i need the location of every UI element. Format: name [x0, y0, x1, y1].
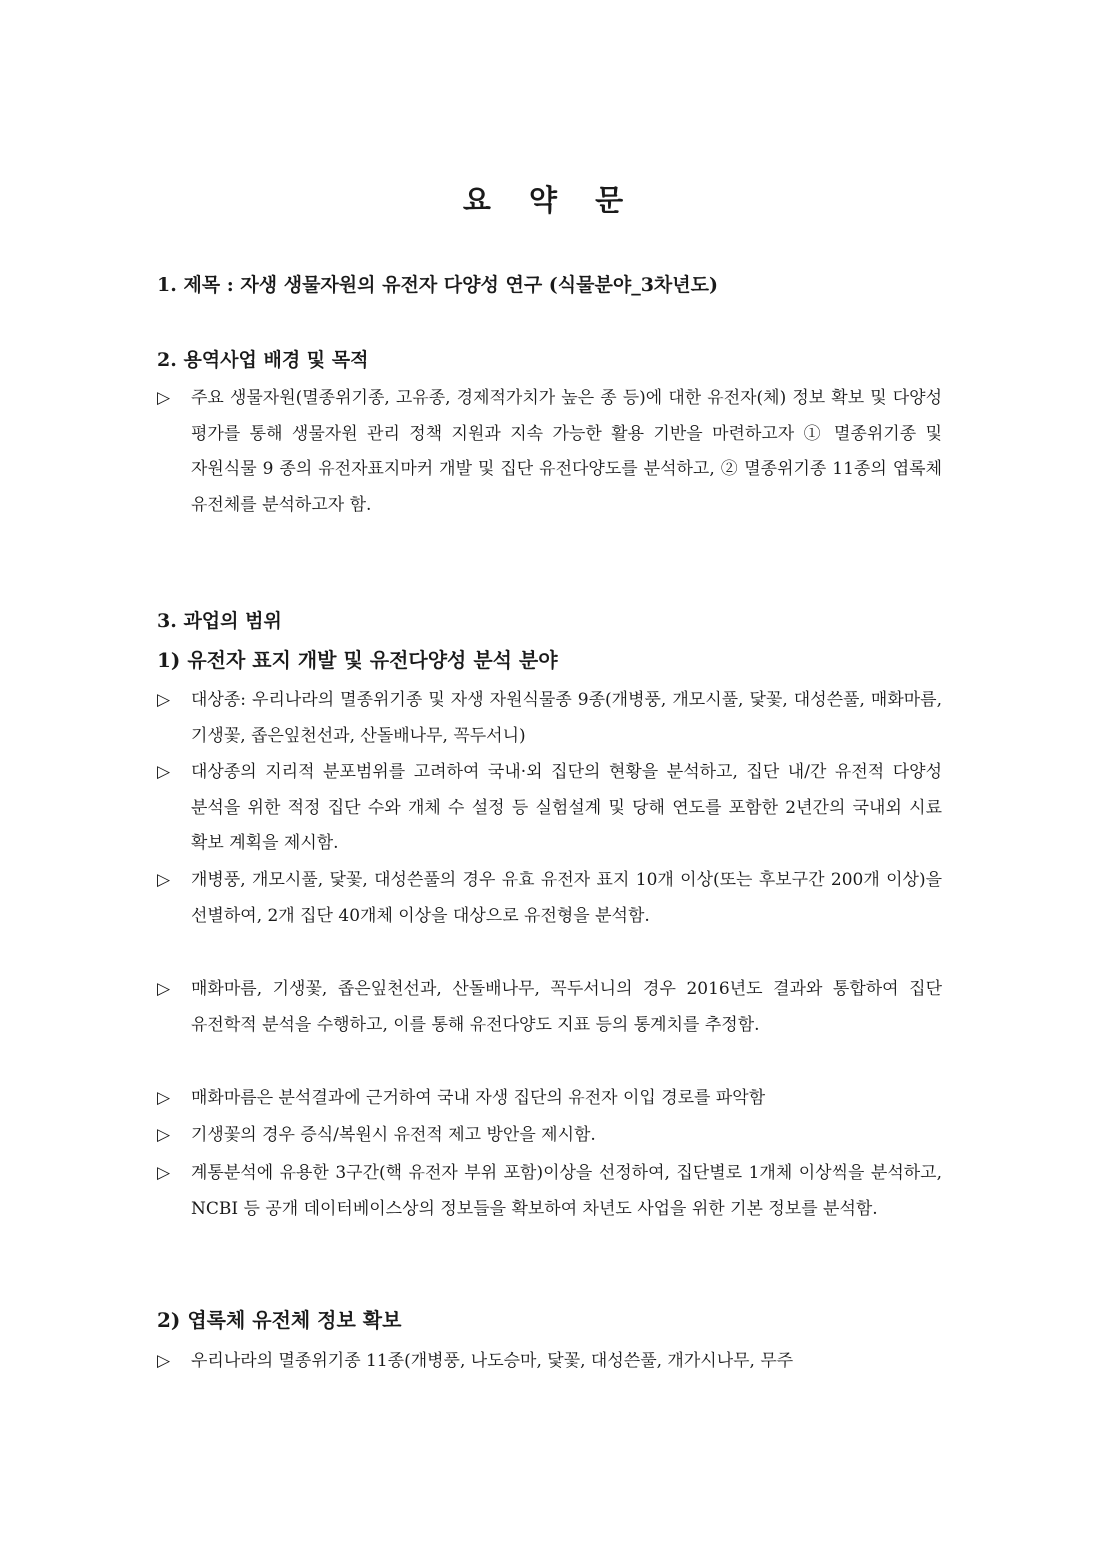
bullet-text: 우리나라의 멸종위기종 11종(개병풍, 나도승마, 닻꽃, 대성쓴풀, 개가시나무, 무주: [191, 1351, 794, 1371]
list-item: [157, 1156, 942, 1227]
list-item: [157, 1081, 942, 1117]
page-title: 요 약 문: [462, 183, 638, 217]
subsection-1-heading: 1) 유전자 표지 개발 및 유전다양성 분석 분야: [157, 648, 558, 672]
bullet-triangle-icon: ▷: [157, 979, 171, 999]
bullet-triangle-icon: ▷: [157, 1125, 171, 1145]
section-1-heading: 1. 제목 : 자생 생물자원의 유전자 다양성 연구 (식물분야_3차년도): [157, 274, 718, 296]
list-item: [157, 1344, 942, 1380]
list-item: [157, 683, 942, 754]
bullet-triangle-icon: ▷: [157, 762, 171, 782]
bullet-triangle-icon: ▷: [157, 870, 171, 890]
bullet-text: 대상종: 우리나라의 멸종위기종 및 자생 자원식물종 9종(개병풍, 개모시풀, 닻꽃, 대성쓴풀, 매화마름, 기생꽃, 좁은잎천선과, 산돌배나무, 꼭두서니): [191, 690, 942, 746]
section-2-heading: 2. 용역사업 배경 및 목적: [157, 349, 369, 371]
section-3-heading: 3. 과업의 범위: [157, 610, 282, 632]
bullet-text: 매화마름, 기생꽃, 좁은잎천선과, 산돌배나무, 꼭두서니의 경우 2016년도 결과와 통합하여 집단 유전학적 분석을 수행하고, 이를 통해 유전다양도 지표 등의 통계치를 추정함.: [191, 979, 942, 1035]
list-item: [157, 755, 942, 862]
bullet-text: 매화마름은 분석결과에 근거하여 국내 자생 집단의 유전자 이입 경로를 파악함: [191, 1088, 766, 1108]
bullet-triangle-icon: ▷: [157, 690, 171, 710]
bullet-text: 개병풍, 개모시풀, 닻꽃, 대성쓴풀의 경우 유효 유전자 표지 10개 이상(또는 후보구간 200개 이상)을 선별하여, 2개 집단 40개체 이상을 대상으로 유전형을 분석함.: [191, 870, 942, 926]
bullet-triangle-icon: ▷: [157, 1088, 171, 1108]
list-item: [157, 972, 942, 1043]
bullet-text: 계통분석에 유용한 3구간(핵 유전자 부위 포함)이상을 선정하여, 집단별로 1개체 이상씩을 분석하고, NCBI 등 공개 데이터베이스상의 정보들을 확보하여 차년도 사업을 위한 기본 정보를 분석함.: [191, 1163, 942, 1219]
subsection-2-heading: 2) 엽록체 유전체 정보 확보: [157, 1308, 402, 1332]
bullet-text: 대상종의 지리적 분포범위를 고려하여 국내·외 집단의 현황을 분석하고, 집단 내/간 유전적 다양성 분석을 위한 적정 집단 수와 개체 수 설정 등 실험설계 및 당해 연도를 포함한 2년간의 국내외 시료 확보 계획을 제시함.: [191, 762, 942, 853]
bullet-triangle-icon: ▷: [157, 1163, 171, 1183]
bullet-triangle-icon: ▷: [157, 1351, 171, 1371]
bullet-triangle-icon: ▷: [157, 388, 171, 408]
list-item: [157, 381, 942, 523]
bullet-text: 주요 생물자원(멸종위기종, 고유종, 경제적가치가 높은 종 등)에 대한 유전자(체) 정보 확보 및 다양성 평가를 통해 생물자원 관리 정책 지원과 지속 가능한 활용 기반을 마련하고자 ① 멸종위기종 및 자원식물 9 종의 유전자표지마커 개발 및 집단 유전다양도를 분석하고, ② 멸종위기종 11종의 엽록체 유전체를 분석하고자 함.: [191, 388, 942, 515]
list-item: [157, 863, 942, 934]
bullet-text: 기생꽃의 경우 증식/복원시 유전적 제고 방안을 제시함.: [191, 1125, 596, 1145]
list-item: [157, 1118, 942, 1154]
